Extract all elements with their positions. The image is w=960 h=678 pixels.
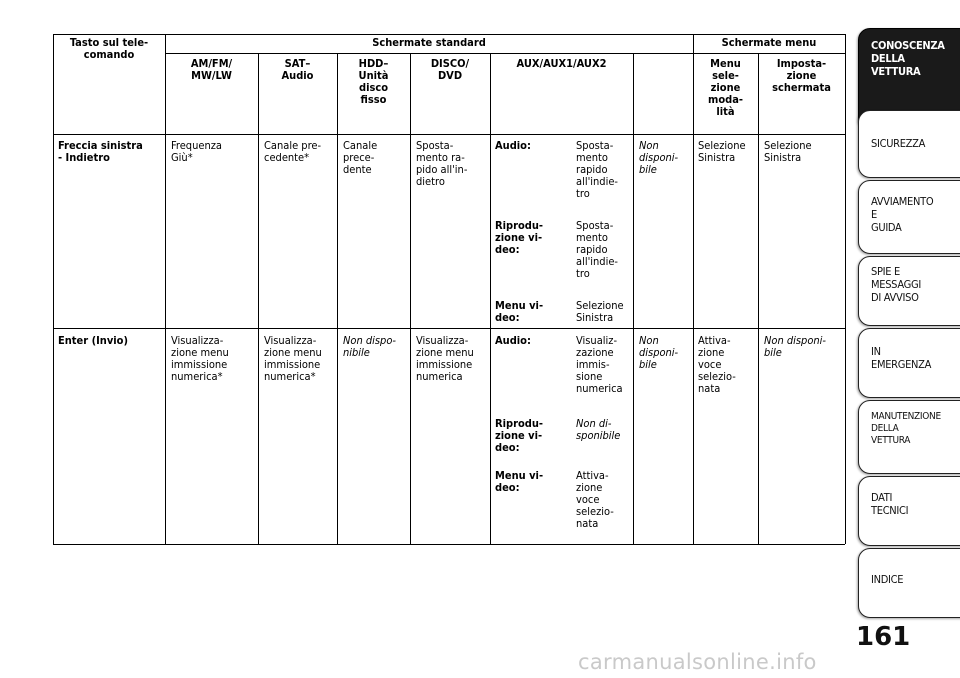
row2-aux-audio-value: Visualiz- zazione immis- sione numerica (576, 334, 623, 395)
row2-aux-menu-value: Attiva- zione voce selezio- nata (576, 469, 614, 530)
header-hdd: HDD– Unità disco fisso (358, 57, 389, 106)
table-border-left (53, 34, 54, 544)
row2-aux-video-value: Non di- sponibile (576, 417, 621, 442)
row1-sat: Canale pre- cedente* (264, 139, 322, 164)
row1-disc: Sposta- mento ra- pido all'in- dietro (416, 139, 468, 188)
col-line (758, 53, 759, 544)
tab-indice[interactable] (858, 548, 960, 618)
col-line (165, 34, 166, 544)
table-border-top (53, 34, 845, 35)
row2-sat: Visualizza- zione menu immissione numerica* (264, 334, 322, 383)
col-line (337, 53, 338, 544)
row1-menu-selection: Selezione Sinistra (698, 139, 746, 164)
header-menu-selection: Menu sele- zione moda- lità (708, 57, 743, 118)
row2-menu-selection: Attiva- zione voce selezio- nata (698, 334, 736, 395)
table-border-right (845, 34, 846, 544)
data-table (53, 34, 845, 544)
col-line (410, 53, 411, 544)
row2-disc: Visualizza- zione menu immissione numerica (416, 334, 474, 383)
row1-screen-settings: Selezione Sinistra (764, 139, 812, 164)
header-sat: SAT– Audio (281, 57, 314, 82)
col-line (258, 53, 259, 544)
col-line (490, 53, 491, 544)
row1-button: Freccia sinistra - Indietro (58, 139, 143, 164)
col-line (633, 53, 634, 544)
row1-aux-audio-value: Sposta- mento rapido all'indie- tro (576, 139, 619, 200)
tab-spie-messaggi[interactable] (858, 256, 960, 326)
tab-dati-tecnici[interactable] (858, 476, 960, 546)
table-border-bottom (53, 544, 845, 545)
row1-aux-audio-label: Audio: (495, 139, 531, 152)
tab-label: AVVIAMENTO E GUIDA (871, 195, 934, 234)
header-disc: DISCO/ DVD (430, 57, 470, 82)
row1-aux-menu-value: Selezione Sinistra (576, 299, 624, 324)
row2-aux-menu-label: Menu vi- deo: (495, 469, 544, 494)
header-am-fm: AM/FM/ MW/LW (190, 57, 233, 82)
tab-manutenzione[interactable] (858, 400, 960, 474)
tab-in-emergenza[interactable] (858, 328, 960, 398)
tab-label: DATI TECNICI (871, 491, 909, 517)
row-divider (53, 328, 845, 329)
row1-aux-menu-label: Menu vi- deo: (495, 299, 544, 324)
tab-label: MANUTENZIONE DELLA VETTURA (871, 411, 941, 446)
tab-label: SPIE E MESSAGGI DI AVVISO (871, 265, 921, 304)
header-divider (165, 53, 845, 54)
tab-label: CONOSCENZA DELLA VETTURA (871, 39, 945, 78)
header-aux: AUX/AUX1/AUX2 (516, 57, 607, 70)
row1-am-fm: Frequenza Giù* (171, 139, 222, 164)
page-number: 161 (856, 622, 911, 652)
tab-label: SICUREZZA (871, 137, 926, 150)
row1-aux-video-label: Riprodu- zione vi- deo: (495, 219, 544, 256)
tab-sicurezza[interactable] (858, 110, 960, 178)
row2-am-fm: Visualizza- zione menu immissione numerica* (171, 334, 229, 383)
row1-aux-note: Non disponi- bile (639, 139, 679, 176)
header-bottom-line (53, 134, 845, 135)
header-screen-settings: Imposta- zione schermata (772, 57, 831, 94)
row2-aux-audio-label: Audio: (495, 334, 531, 347)
row2-aux-video-label: Riprodu- zione vi- deo: (495, 417, 544, 454)
row2-hdd: Non dispo- nibile (343, 334, 396, 359)
row1-aux-video-value: Sposta- mento rapido all'indie- tro (576, 219, 619, 280)
header-standard-screens: Schermate standard (372, 36, 486, 49)
row1-hdd: Canale prece- dente (343, 139, 378, 176)
tab-avviamento-guida[interactable] (858, 180, 960, 254)
header-button-col: Tasto sul tele- comando (69, 36, 149, 61)
header-menu-screens: Schermate menu (721, 36, 817, 49)
watermark: carmanualsonline.info (578, 650, 817, 674)
tab-label: IN EMERGENZA (871, 345, 932, 371)
row2-aux-note: Non disponi- bile (639, 334, 679, 371)
row2-button: Enter (Invio) (58, 334, 128, 347)
row2-screen-settings: Non disponi- bile (764, 334, 826, 359)
tab-label: INDICE (871, 573, 904, 586)
